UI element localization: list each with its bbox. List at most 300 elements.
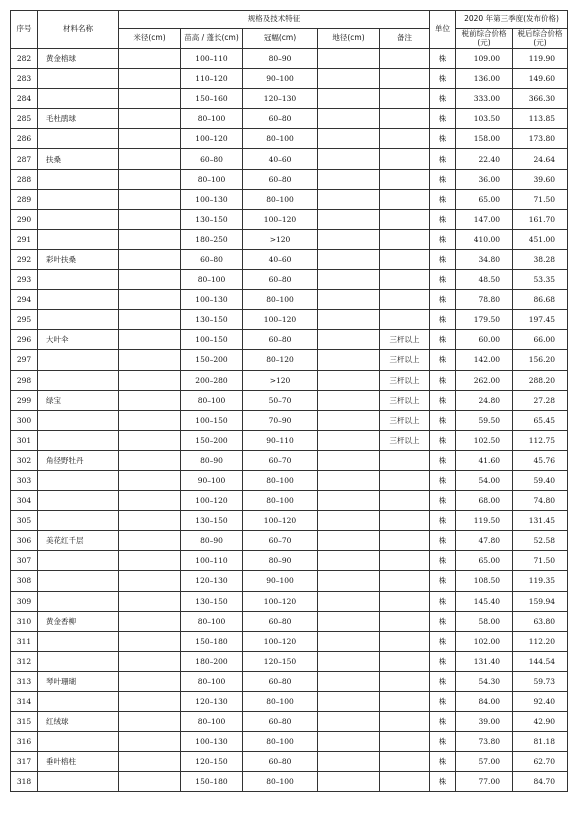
cell-pre-tax: 73.80	[456, 732, 513, 752]
price-table	[10, 10, 568, 792]
cell-mi-jing	[119, 631, 181, 651]
table-row	[11, 732, 568, 752]
cell-post-tax: 38.28	[513, 249, 568, 269]
cell-no: 283	[11, 69, 38, 89]
cell-unit: 株	[430, 571, 456, 591]
cell-miao-gao: 100–130	[181, 290, 243, 310]
cell-unit: 株	[430, 129, 456, 149]
cell-material: 彩叶扶桑	[38, 249, 119, 269]
cell-di-jing	[318, 772, 380, 792]
cell-material	[38, 732, 119, 752]
table-row	[11, 692, 568, 712]
cell-miao-gao: 130–150	[181, 209, 243, 229]
cell-guan-fu: 100–120	[243, 591, 318, 611]
cell-no: 297	[11, 350, 38, 370]
cell-mi-jing	[119, 89, 181, 109]
cell-unit: 株	[430, 390, 456, 410]
cell-bei-zhu	[380, 149, 430, 169]
table-row	[11, 531, 568, 551]
cell-post-tax: 65.45	[513, 410, 568, 430]
cell-guan-fu: 60–80	[243, 752, 318, 772]
cell-unit: 株	[430, 249, 456, 269]
cell-miao-gao: 180–200	[181, 651, 243, 671]
cell-no: 306	[11, 531, 38, 551]
table-row	[11, 430, 568, 450]
cell-di-jing	[318, 531, 380, 551]
table-row	[11, 109, 568, 129]
cell-bei-zhu	[380, 189, 430, 209]
cell-pre-tax: 65.00	[456, 189, 513, 209]
cell-guan-fu: 100–120	[243, 209, 318, 229]
header-guan-fu: 冠幅(cm)	[243, 29, 318, 49]
cell-guan-fu: 80–90	[243, 551, 318, 571]
cell-unit: 株	[430, 631, 456, 651]
cell-miao-gao: 130–150	[181, 511, 243, 531]
cell-bei-zhu	[380, 531, 430, 551]
cell-bei-zhu: 三杆以上	[380, 350, 430, 370]
cell-bei-zhu	[380, 611, 430, 631]
cell-pre-tax: 333.00	[456, 89, 513, 109]
cell-post-tax: 366.30	[513, 89, 568, 109]
cell-unit: 株	[430, 290, 456, 310]
header-material-name: 材料名称	[38, 11, 119, 49]
cell-unit: 株	[430, 229, 456, 249]
table-row	[11, 651, 568, 671]
cell-di-jing	[318, 310, 380, 330]
cell-pre-tax: 262.00	[456, 370, 513, 390]
cell-unit: 株	[430, 49, 456, 69]
cell-no: 304	[11, 491, 38, 511]
table-body	[11, 49, 568, 792]
header-mi-jing: 米径(cm)	[119, 29, 181, 49]
cell-unit: 株	[430, 330, 456, 350]
cell-miao-gao: 60–80	[181, 149, 243, 169]
cell-mi-jing	[119, 430, 181, 450]
cell-bei-zhu	[380, 732, 430, 752]
cell-miao-gao: 100–150	[181, 330, 243, 350]
header-pre-tax-price: 税前综合价格(元)	[456, 29, 513, 49]
cell-di-jing	[318, 692, 380, 712]
cell-mi-jing	[119, 491, 181, 511]
cell-material	[38, 350, 119, 370]
cell-material	[38, 591, 119, 611]
cell-pre-tax: 136.00	[456, 69, 513, 89]
table-row	[11, 310, 568, 330]
cell-unit: 株	[430, 692, 456, 712]
cell-miao-gao: 90–100	[181, 470, 243, 490]
cell-bei-zhu	[380, 249, 430, 269]
cell-mi-jing	[119, 450, 181, 470]
cell-post-tax: 288.20	[513, 370, 568, 390]
cell-bei-zhu	[380, 270, 430, 290]
cell-material: 大叶伞	[38, 330, 119, 350]
cell-mi-jing	[119, 410, 181, 430]
cell-bei-zhu	[380, 631, 430, 651]
cell-unit: 株	[430, 350, 456, 370]
cell-post-tax: 24.64	[513, 149, 568, 169]
cell-mi-jing	[119, 129, 181, 149]
cell-bei-zhu	[380, 692, 430, 712]
cell-post-tax: 119.35	[513, 571, 568, 591]
cell-miao-gao: 150–160	[181, 89, 243, 109]
cell-post-tax: 59.40	[513, 470, 568, 490]
cell-material	[38, 491, 119, 511]
cell-post-tax: 84.70	[513, 772, 568, 792]
cell-di-jing	[318, 470, 380, 490]
cell-guan-fu: 70–90	[243, 410, 318, 430]
cell-no: 303	[11, 470, 38, 490]
cell-guan-fu: 80–100	[243, 732, 318, 752]
cell-di-jing	[318, 129, 380, 149]
cell-di-jing	[318, 430, 380, 450]
cell-bei-zhu	[380, 169, 430, 189]
cell-mi-jing	[119, 149, 181, 169]
cell-miao-gao: 60–80	[181, 249, 243, 269]
cell-miao-gao: 100–130	[181, 732, 243, 752]
cell-material: 垂叶榕柱	[38, 752, 119, 772]
cell-unit: 株	[430, 712, 456, 732]
cell-material: 红绒球	[38, 712, 119, 732]
cell-post-tax: 112.75	[513, 430, 568, 450]
cell-di-jing	[318, 149, 380, 169]
cell-material	[38, 692, 119, 712]
cell-material	[38, 370, 119, 390]
cell-no: 292	[11, 249, 38, 269]
cell-mi-jing	[119, 370, 181, 390]
cell-mi-jing	[119, 109, 181, 129]
cell-pre-tax: 142.00	[456, 350, 513, 370]
cell-pre-tax: 47.80	[456, 531, 513, 551]
cell-guan-fu: 80–100	[243, 290, 318, 310]
cell-bei-zhu	[380, 772, 430, 792]
cell-miao-gao: 120–130	[181, 692, 243, 712]
cell-miao-gao: 100–110	[181, 49, 243, 69]
cell-bei-zhu	[380, 49, 430, 69]
table-row	[11, 772, 568, 792]
cell-bei-zhu	[380, 671, 430, 691]
table-row	[11, 350, 568, 370]
cell-bei-zhu: 三杆以上	[380, 330, 430, 350]
cell-pre-tax: 65.00	[456, 551, 513, 571]
cell-guan-fu: 80–100	[243, 129, 318, 149]
table-row	[11, 249, 568, 269]
cell-pre-tax: 58.00	[456, 611, 513, 631]
cell-material	[38, 470, 119, 490]
cell-post-tax: 71.50	[513, 189, 568, 209]
table-row	[11, 49, 568, 69]
cell-mi-jing	[119, 712, 181, 732]
cell-di-jing	[318, 49, 380, 69]
cell-bei-zhu	[380, 491, 430, 511]
cell-unit: 株	[430, 671, 456, 691]
cell-di-jing	[318, 752, 380, 772]
cell-miao-gao: 80–100	[181, 712, 243, 732]
cell-material	[38, 310, 119, 330]
cell-bei-zhu	[380, 571, 430, 591]
cell-miao-gao: 80–100	[181, 390, 243, 410]
cell-post-tax: 92.40	[513, 692, 568, 712]
cell-di-jing	[318, 270, 380, 290]
cell-bei-zhu	[380, 712, 430, 732]
table-row	[11, 631, 568, 651]
cell-unit: 株	[430, 89, 456, 109]
cell-di-jing	[318, 450, 380, 470]
cell-di-jing	[318, 69, 380, 89]
cell-bei-zhu: 三杆以上	[380, 390, 430, 410]
cell-bei-zhu	[380, 129, 430, 149]
cell-pre-tax: 102.00	[456, 631, 513, 651]
cell-post-tax: 63.80	[513, 611, 568, 631]
cell-no: 312	[11, 651, 38, 671]
cell-material	[38, 571, 119, 591]
cell-material: 黄金香柳	[38, 611, 119, 631]
cell-bei-zhu	[380, 591, 430, 611]
cell-material: 绿宝	[38, 390, 119, 410]
cell-mi-jing	[119, 310, 181, 330]
cell-guan-fu: 80–100	[243, 470, 318, 490]
cell-mi-jing	[119, 651, 181, 671]
cell-guan-fu: 40–60	[243, 249, 318, 269]
cell-guan-fu: 60–80	[243, 169, 318, 189]
cell-pre-tax: 78.80	[456, 290, 513, 310]
table-row	[11, 491, 568, 511]
cell-guan-fu: 80–100	[243, 189, 318, 209]
cell-no: 298	[11, 370, 38, 390]
table-row	[11, 591, 568, 611]
cell-no: 302	[11, 450, 38, 470]
cell-material	[38, 129, 119, 149]
table-row	[11, 189, 568, 209]
cell-miao-gao: 80–100	[181, 611, 243, 631]
cell-bei-zhu	[380, 470, 430, 490]
cell-miao-gao: 100–120	[181, 491, 243, 511]
cell-guan-fu: 90–100	[243, 69, 318, 89]
cell-no: 315	[11, 712, 38, 732]
table-row	[11, 450, 568, 470]
cell-miao-gao: 180–250	[181, 229, 243, 249]
cell-miao-gao: 100–110	[181, 551, 243, 571]
cell-post-tax: 59.73	[513, 671, 568, 691]
cell-post-tax: 113.85	[513, 109, 568, 129]
cell-material	[38, 189, 119, 209]
cell-pre-tax: 39.00	[456, 712, 513, 732]
cell-material	[38, 89, 119, 109]
table-row	[11, 611, 568, 631]
cell-mi-jing	[119, 571, 181, 591]
cell-miao-gao: 80–90	[181, 531, 243, 551]
cell-post-tax: 39.60	[513, 169, 568, 189]
cell-guan-fu: 40–60	[243, 149, 318, 169]
cell-mi-jing	[119, 189, 181, 209]
cell-bei-zhu	[380, 109, 430, 129]
cell-mi-jing	[119, 330, 181, 350]
header-post-tax-price: 税后综合价格(元)	[513, 29, 568, 49]
cell-material	[38, 229, 119, 249]
cell-no: 308	[11, 571, 38, 591]
cell-no: 313	[11, 671, 38, 691]
cell-no: 311	[11, 631, 38, 651]
cell-di-jing	[318, 712, 380, 732]
table-row	[11, 89, 568, 109]
table-row	[11, 229, 568, 249]
cell-di-jing	[318, 109, 380, 129]
cell-no: 301	[11, 430, 38, 450]
cell-miao-gao: 150–180	[181, 631, 243, 651]
cell-material	[38, 410, 119, 430]
cell-miao-gao: 100–150	[181, 410, 243, 430]
cell-no: 309	[11, 591, 38, 611]
cell-material	[38, 430, 119, 450]
cell-material: 毛杜鹃球	[38, 109, 119, 129]
cell-mi-jing	[119, 270, 181, 290]
cell-guan-fu: 60–80	[243, 611, 318, 631]
header-spec-group: 规格及技术特征	[119, 11, 430, 29]
table-row	[11, 129, 568, 149]
cell-unit: 株	[430, 470, 456, 490]
cell-no: 299	[11, 390, 38, 410]
cell-bei-zhu: 三杆以上	[380, 410, 430, 430]
cell-guan-fu: 120–150	[243, 651, 318, 671]
cell-no: 316	[11, 732, 38, 752]
cell-post-tax: 156.20	[513, 350, 568, 370]
cell-no: 289	[11, 189, 38, 209]
cell-unit: 株	[430, 450, 456, 470]
cell-pre-tax: 36.00	[456, 169, 513, 189]
table-row	[11, 511, 568, 531]
cell-no: 293	[11, 270, 38, 290]
table-row	[11, 370, 568, 390]
cell-no: 300	[11, 410, 38, 430]
cell-no: 294	[11, 290, 38, 310]
cell-no: 317	[11, 752, 38, 772]
cell-pre-tax: 24.80	[456, 390, 513, 410]
cell-pre-tax: 54.00	[456, 470, 513, 490]
cell-miao-gao: 100–120	[181, 129, 243, 149]
cell-mi-jing	[119, 69, 181, 89]
cell-material	[38, 169, 119, 189]
cell-mi-jing	[119, 752, 181, 772]
table-row	[11, 571, 568, 591]
cell-material	[38, 511, 119, 531]
cell-guan-fu: >120	[243, 229, 318, 249]
cell-di-jing	[318, 611, 380, 631]
cell-post-tax: 81.18	[513, 732, 568, 752]
cell-pre-tax: 109.00	[456, 49, 513, 69]
cell-post-tax: 45.76	[513, 450, 568, 470]
cell-no: 305	[11, 511, 38, 531]
cell-mi-jing	[119, 229, 181, 249]
cell-unit: 株	[430, 109, 456, 129]
cell-di-jing	[318, 290, 380, 310]
cell-di-jing	[318, 551, 380, 571]
cell-post-tax: 161.70	[513, 209, 568, 229]
cell-di-jing	[318, 651, 380, 671]
cell-guan-fu: 50–70	[243, 390, 318, 410]
cell-no: 307	[11, 551, 38, 571]
cell-pre-tax: 59.50	[456, 410, 513, 430]
cell-pre-tax: 147.00	[456, 209, 513, 229]
cell-bei-zhu	[380, 651, 430, 671]
cell-unit: 株	[430, 430, 456, 450]
table-header	[11, 11, 568, 49]
cell-no: 291	[11, 229, 38, 249]
cell-unit: 株	[430, 651, 456, 671]
cell-mi-jing	[119, 611, 181, 631]
cell-unit: 株	[430, 149, 456, 169]
cell-di-jing	[318, 89, 380, 109]
cell-miao-gao: 80–90	[181, 450, 243, 470]
cell-bei-zhu: 三杆以上	[380, 430, 430, 450]
cell-miao-gao: 110–120	[181, 69, 243, 89]
cell-pre-tax: 84.00	[456, 692, 513, 712]
cell-mi-jing	[119, 692, 181, 712]
cell-guan-fu: 100–120	[243, 631, 318, 651]
cell-post-tax: 149.60	[513, 69, 568, 89]
table-row	[11, 551, 568, 571]
cell-guan-fu: 60–80	[243, 330, 318, 350]
cell-di-jing	[318, 631, 380, 651]
cell-pre-tax: 48.50	[456, 270, 513, 290]
cell-pre-tax: 102.50	[456, 430, 513, 450]
cell-guan-fu: 80–90	[243, 49, 318, 69]
cell-bei-zhu	[380, 310, 430, 330]
cell-mi-jing	[119, 511, 181, 531]
cell-guan-fu: 100–120	[243, 511, 318, 531]
header-bei-zhu: 备注	[380, 29, 430, 49]
cell-bei-zhu	[380, 89, 430, 109]
cell-guan-fu: 120–130	[243, 89, 318, 109]
cell-no: 310	[11, 611, 38, 631]
cell-unit: 株	[430, 370, 456, 390]
cell-post-tax: 42.90	[513, 712, 568, 732]
cell-miao-gao: 200–280	[181, 370, 243, 390]
cell-guan-fu: 90–110	[243, 430, 318, 450]
cell-post-tax: 27.28	[513, 390, 568, 410]
cell-mi-jing	[119, 470, 181, 490]
header-no: 序号	[11, 11, 38, 49]
cell-no: 296	[11, 330, 38, 350]
cell-post-tax: 119.90	[513, 49, 568, 69]
cell-unit: 株	[430, 69, 456, 89]
cell-pre-tax: 158.00	[456, 129, 513, 149]
cell-di-jing	[318, 571, 380, 591]
cell-unit: 株	[430, 772, 456, 792]
cell-guan-fu: 100–120	[243, 310, 318, 330]
table-row	[11, 671, 568, 691]
cell-material	[38, 69, 119, 89]
cell-bei-zhu	[380, 290, 430, 310]
cell-pre-tax: 179.50	[456, 310, 513, 330]
cell-bei-zhu	[380, 450, 430, 470]
cell-miao-gao: 150–200	[181, 430, 243, 450]
cell-no: 287	[11, 149, 38, 169]
cell-pre-tax: 57.00	[456, 752, 513, 772]
cell-guan-fu: 90–100	[243, 571, 318, 591]
cell-unit: 株	[430, 410, 456, 430]
cell-material: 黄金榕球	[38, 49, 119, 69]
cell-material: 角径野牡丹	[38, 450, 119, 470]
cell-bei-zhu	[380, 69, 430, 89]
table-row	[11, 149, 568, 169]
cell-di-jing	[318, 511, 380, 531]
cell-guan-fu: 80–120	[243, 350, 318, 370]
cell-unit: 株	[430, 551, 456, 571]
cell-mi-jing	[119, 49, 181, 69]
cell-di-jing	[318, 209, 380, 229]
cell-mi-jing	[119, 249, 181, 269]
cell-no: 284	[11, 89, 38, 109]
cell-di-jing	[318, 350, 380, 370]
